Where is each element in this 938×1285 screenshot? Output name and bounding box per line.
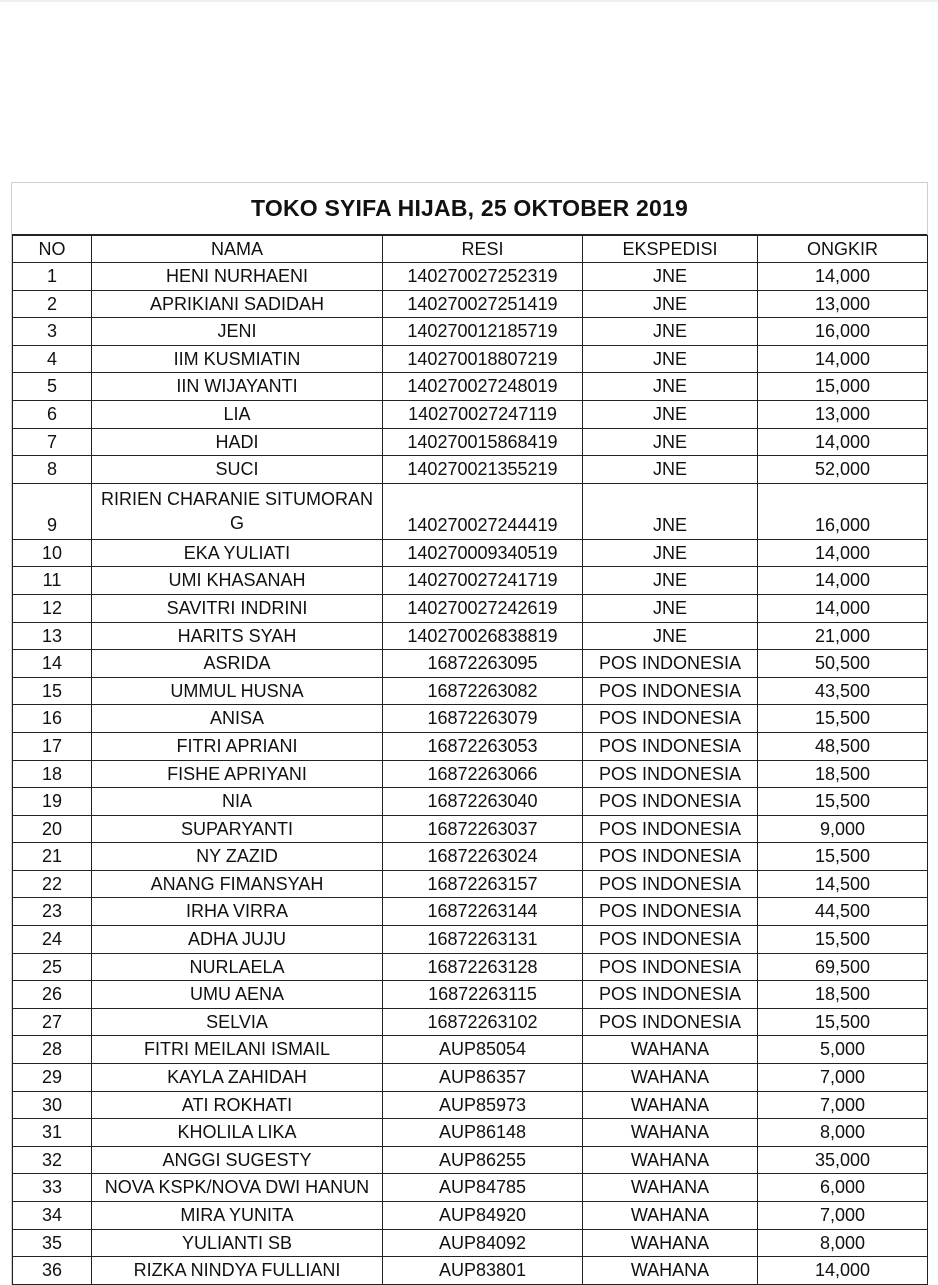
- cell-ekspedisi: WAHANA: [583, 1036, 758, 1064]
- table-row: [13, 373, 928, 401]
- cell-ekspedisi: POS INDONESIA: [583, 677, 758, 705]
- cell-resi: 16872263024: [383, 843, 583, 871]
- cell-ongkir: 6,000: [758, 1174, 928, 1202]
- cell-nama: ASRIDA: [92, 650, 383, 678]
- cell-ekspedisi: WAHANA: [583, 1064, 758, 1092]
- cell-ongkir: 14,000: [758, 263, 928, 291]
- cell-ekspedisi: JNE: [583, 539, 758, 567]
- cell-resi: 16872263079: [383, 705, 583, 733]
- cell-resi: 16872263128: [383, 953, 583, 981]
- header-row: [13, 236, 928, 263]
- cell-nama: HENI NURHAENI: [92, 263, 383, 291]
- cell-nama: YULIANTI SB: [92, 1229, 383, 1257]
- table-row: [13, 1257, 928, 1285]
- cell-resi: 16872263040: [383, 788, 583, 816]
- cell-resi: 140270027252319: [383, 263, 583, 291]
- cell-ongkir: 14,500: [758, 870, 928, 898]
- cell-ongkir: 15,000: [758, 373, 928, 401]
- cell-ongkir: 18,500: [758, 981, 928, 1009]
- cell-ongkir: 16,000: [758, 318, 928, 346]
- cell-nama: ANGGI SUGESTY: [92, 1146, 383, 1174]
- cell-ekspedisi: POS INDONESIA: [583, 760, 758, 788]
- cell-nama: HADI: [92, 428, 383, 456]
- cell-resi: AUP85054: [383, 1036, 583, 1064]
- cell-resi: 140270027244419: [383, 483, 583, 539]
- cell-nama: UMI KHASANAH: [92, 567, 383, 595]
- cell-no: 11: [13, 567, 92, 595]
- cell-no: 8: [13, 456, 92, 484]
- cell-resi: AUP83801: [383, 1257, 583, 1285]
- cell-ongkir: 21,000: [758, 622, 928, 650]
- cell-ekspedisi: POS INDONESIA: [583, 981, 758, 1009]
- table-row: [13, 870, 928, 898]
- cell-ekspedisi: POS INDONESIA: [583, 1008, 758, 1036]
- cell-resi: 16872263115: [383, 981, 583, 1009]
- cell-ekspedisi: WAHANA: [583, 1146, 758, 1174]
- cell-ongkir: 14,000: [758, 539, 928, 567]
- cell-ongkir: 13,000: [758, 400, 928, 428]
- cell-ongkir: 48,500: [758, 732, 928, 760]
- cell-ekspedisi: JNE: [583, 428, 758, 456]
- cell-ekspedisi: JNE: [583, 345, 758, 373]
- sheet-title: TOKO SYIFA HIJAB, 25 OKTOBER 2019: [12, 183, 927, 235]
- cell-ongkir: 18,500: [758, 760, 928, 788]
- cell-resi: AUP84920: [383, 1202, 583, 1230]
- table-row: [13, 1146, 928, 1174]
- cell-no: 1: [13, 263, 92, 291]
- cell-ongkir: 14,000: [758, 594, 928, 622]
- cell-ekspedisi: POS INDONESIA: [583, 926, 758, 954]
- cell-ekspedisi: JNE: [583, 622, 758, 650]
- cell-ekspedisi: WAHANA: [583, 1257, 758, 1285]
- cell-nama: RIZKA NINDYA FULLIANI: [92, 1257, 383, 1285]
- cell-resi: 140270027247119: [383, 400, 583, 428]
- cell-ekspedisi: POS INDONESIA: [583, 788, 758, 816]
- header-no: NO: [13, 236, 92, 263]
- cell-resi: AUP84092: [383, 1229, 583, 1257]
- table-row: [13, 732, 928, 760]
- cell-ekspedisi: JNE: [583, 263, 758, 291]
- cell-nama: APRIKIANI SADIDAH: [92, 290, 383, 318]
- table-row: [13, 539, 928, 567]
- cell-no: 6: [13, 400, 92, 428]
- table-row: [13, 815, 928, 843]
- table-row: [13, 926, 928, 954]
- cell-ekspedisi: POS INDONESIA: [583, 953, 758, 981]
- cell-nama: NIA: [92, 788, 383, 816]
- cell-ongkir: 14,000: [758, 428, 928, 456]
- table-row: [13, 1119, 928, 1147]
- cell-resi: 140270026838819: [383, 622, 583, 650]
- table-row: [13, 400, 928, 428]
- cell-nama: FITRI MEILANI ISMAIL: [92, 1036, 383, 1064]
- cell-ongkir: 7,000: [758, 1202, 928, 1230]
- cell-ongkir: 43,500: [758, 677, 928, 705]
- cell-nama: KHOLILA LIKA: [92, 1119, 383, 1147]
- cell-resi: 140270015868419: [383, 428, 583, 456]
- cell-nama: UMU AENA: [92, 981, 383, 1009]
- table-row: [13, 1036, 928, 1064]
- cell-ongkir: 69,500: [758, 953, 928, 981]
- table-row: [13, 594, 928, 622]
- cell-nama: SAVITRI INDRINI: [92, 594, 383, 622]
- cell-nama: SUPARYANTI: [92, 815, 383, 843]
- table-row: [13, 705, 928, 733]
- cell-ekspedisi: POS INDONESIA: [583, 815, 758, 843]
- cell-nama: RIRIEN CHARANIE SITUMORAN G: [92, 483, 383, 539]
- table-row: [13, 677, 928, 705]
- cell-ekspedisi: JNE: [583, 400, 758, 428]
- cell-nama: LIA: [92, 400, 383, 428]
- table-row: [13, 345, 928, 373]
- header-resi: RESI: [383, 236, 583, 263]
- cell-nama: NURLAELA: [92, 953, 383, 981]
- table-row: [13, 290, 928, 318]
- cell-no: 10: [13, 539, 92, 567]
- cell-ongkir: 14,000: [758, 345, 928, 373]
- header-nama: NAMA: [92, 236, 383, 263]
- cell-no: 5: [13, 373, 92, 401]
- cell-nama: IRHA VIRRA: [92, 898, 383, 926]
- cell-nama: ANISA: [92, 705, 383, 733]
- cell-ekspedisi: WAHANA: [583, 1202, 758, 1230]
- cell-nama: NY ZAZID: [92, 843, 383, 871]
- table-row: [13, 428, 928, 456]
- spreadsheet: [11, 182, 928, 1285]
- cell-no: 33: [13, 1174, 92, 1202]
- cell-resi: 140270009340519: [383, 539, 583, 567]
- cell-resi: 16872263157: [383, 870, 583, 898]
- cell-ekspedisi: POS INDONESIA: [583, 898, 758, 926]
- cell-no: 18: [13, 760, 92, 788]
- table-body: [13, 263, 928, 1285]
- table-row: [13, 788, 928, 816]
- cell-no: 24: [13, 926, 92, 954]
- cell-no: 3: [13, 318, 92, 346]
- table-row: [13, 1091, 928, 1119]
- cell-ekspedisi: JNE: [583, 373, 758, 401]
- cell-nama: ADHA JUJU: [92, 926, 383, 954]
- cell-ongkir: 15,500: [758, 1008, 928, 1036]
- cell-no: 31: [13, 1119, 92, 1147]
- table-row: [13, 1008, 928, 1036]
- cell-resi: 140270027241719: [383, 567, 583, 595]
- cell-ekspedisi: POS INDONESIA: [583, 843, 758, 871]
- cell-no: 17: [13, 732, 92, 760]
- cell-ongkir: 14,000: [758, 567, 928, 595]
- cell-nama: NOVA KSPK/NOVA DWI HANUN: [92, 1174, 383, 1202]
- top-divider: [0, 0, 938, 2]
- cell-no: 19: [13, 788, 92, 816]
- cell-ekspedisi: POS INDONESIA: [583, 705, 758, 733]
- cell-resi: 16872263053: [383, 732, 583, 760]
- cell-resi: 140270018807219: [383, 345, 583, 373]
- table-row: [13, 456, 928, 484]
- cell-resi: 16872263102: [383, 1008, 583, 1036]
- shipping-table: [12, 235, 928, 1285]
- cell-resi: 140270021355219: [383, 456, 583, 484]
- cell-ongkir: 13,000: [758, 290, 928, 318]
- cell-resi: 16872263082: [383, 677, 583, 705]
- cell-resi: AUP85973: [383, 1091, 583, 1119]
- cell-no: 9: [13, 483, 92, 539]
- cell-ekspedisi: JNE: [583, 456, 758, 484]
- table-row: [13, 622, 928, 650]
- cell-nama: FISHE APRIYANI: [92, 760, 383, 788]
- table-row: [13, 760, 928, 788]
- cell-ekspedisi: JNE: [583, 290, 758, 318]
- cell-ekspedisi: WAHANA: [583, 1119, 758, 1147]
- table-row: [13, 483, 928, 539]
- table-row: [13, 1229, 928, 1257]
- table-row: [13, 898, 928, 926]
- table-row: [13, 953, 928, 981]
- cell-no: 4: [13, 345, 92, 373]
- cell-nama: SUCI: [92, 456, 383, 484]
- cell-nama: IIM KUSMIATIN: [92, 345, 383, 373]
- table-row: [13, 981, 928, 1009]
- cell-no: 29: [13, 1064, 92, 1092]
- cell-ongkir: 7,000: [758, 1091, 928, 1119]
- cell-no: 27: [13, 1008, 92, 1036]
- cell-no: 16: [13, 705, 92, 733]
- cell-resi: AUP84785: [383, 1174, 583, 1202]
- table-row: [13, 1064, 928, 1092]
- cell-nama: ATI ROKHATI: [92, 1091, 383, 1119]
- cell-no: 36: [13, 1257, 92, 1285]
- cell-ekspedisi: JNE: [583, 567, 758, 595]
- cell-ongkir: 5,000: [758, 1036, 928, 1064]
- cell-no: 25: [13, 953, 92, 981]
- cell-ongkir: 44,500: [758, 898, 928, 926]
- cell-ongkir: 15,500: [758, 788, 928, 816]
- cell-nama: KAYLA ZAHIDAH: [92, 1064, 383, 1092]
- cell-no: 12: [13, 594, 92, 622]
- cell-ongkir: 35,000: [758, 1146, 928, 1174]
- cell-resi: 16872263037: [383, 815, 583, 843]
- table-row: [13, 1202, 928, 1230]
- cell-no: 28: [13, 1036, 92, 1064]
- cell-no: 26: [13, 981, 92, 1009]
- cell-ekspedisi: POS INDONESIA: [583, 732, 758, 760]
- cell-ekspedisi: WAHANA: [583, 1174, 758, 1202]
- cell-no: 2: [13, 290, 92, 318]
- cell-no: 21: [13, 843, 92, 871]
- cell-no: 30: [13, 1091, 92, 1119]
- cell-no: 20: [13, 815, 92, 843]
- cell-nama: FITRI APRIANI: [92, 732, 383, 760]
- cell-ekspedisi: JNE: [583, 483, 758, 539]
- cell-resi: AUP86357: [383, 1064, 583, 1092]
- cell-resi: AUP86148: [383, 1119, 583, 1147]
- cell-ongkir: 8,000: [758, 1229, 928, 1257]
- cell-ongkir: 15,500: [758, 926, 928, 954]
- cell-no: 22: [13, 870, 92, 898]
- cell-ongkir: 16,000: [758, 483, 928, 539]
- table-row: [13, 263, 928, 291]
- cell-resi: 140270027248019: [383, 373, 583, 401]
- table-row: [13, 567, 928, 595]
- cell-nama: UMMUL HUSNA: [92, 677, 383, 705]
- cell-ongkir: 14,000: [758, 1257, 928, 1285]
- cell-resi: 16872263066: [383, 760, 583, 788]
- cell-ekspedisi: POS INDONESIA: [583, 870, 758, 898]
- header-ekspedisi: EKSPEDISI: [583, 236, 758, 263]
- table-row: [13, 843, 928, 871]
- cell-resi: 16872263144: [383, 898, 583, 926]
- cell-resi: 16872263131: [383, 926, 583, 954]
- cell-no: 23: [13, 898, 92, 926]
- cell-ongkir: 7,000: [758, 1064, 928, 1092]
- cell-nama: SELVIA: [92, 1008, 383, 1036]
- cell-no: 7: [13, 428, 92, 456]
- cell-no: 34: [13, 1202, 92, 1230]
- cell-nama: IIN WIJAYANTI: [92, 373, 383, 401]
- cell-resi: 16872263095: [383, 650, 583, 678]
- cell-ongkir: 9,000: [758, 815, 928, 843]
- cell-ekspedisi: JNE: [583, 594, 758, 622]
- table-row: [13, 318, 928, 346]
- cell-resi: 140270027251419: [383, 290, 583, 318]
- table-row: [13, 1174, 928, 1202]
- cell-ongkir: 15,500: [758, 705, 928, 733]
- cell-no: 15: [13, 677, 92, 705]
- cell-nama: EKA YULIATI: [92, 539, 383, 567]
- header-ongkir: ONGKIR: [758, 236, 928, 263]
- cell-ongkir: 15,500: [758, 843, 928, 871]
- cell-ekspedisi: WAHANA: [583, 1091, 758, 1119]
- cell-no: 35: [13, 1229, 92, 1257]
- cell-no: 32: [13, 1146, 92, 1174]
- cell-nama: JENI: [92, 318, 383, 346]
- cell-ongkir: 8,000: [758, 1119, 928, 1147]
- table-row: [13, 650, 928, 678]
- cell-nama: HARITS SYAH: [92, 622, 383, 650]
- cell-no: 14: [13, 650, 92, 678]
- cell-ongkir: 52,000: [758, 456, 928, 484]
- cell-ekspedisi: POS INDONESIA: [583, 650, 758, 678]
- cell-resi: AUP86255: [383, 1146, 583, 1174]
- cell-nama: ANANG FIMANSYAH: [92, 870, 383, 898]
- cell-ongkir: 50,500: [758, 650, 928, 678]
- cell-ekspedisi: WAHANA: [583, 1229, 758, 1257]
- cell-ekspedisi: JNE: [583, 318, 758, 346]
- cell-resi: 140270012185719: [383, 318, 583, 346]
- cell-nama: MIRA YUNITA: [92, 1202, 383, 1230]
- cell-no: 13: [13, 622, 92, 650]
- cell-resi: 140270027242619: [383, 594, 583, 622]
